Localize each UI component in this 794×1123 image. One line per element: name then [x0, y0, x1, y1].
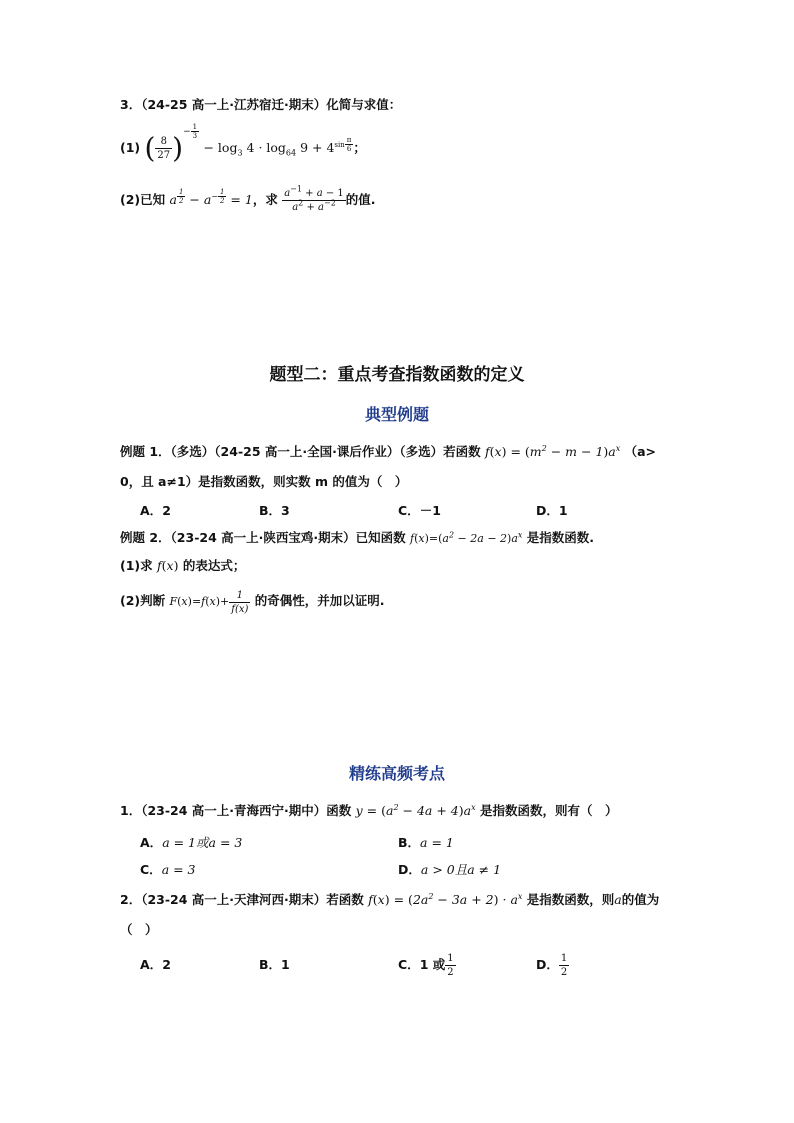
example1-head: 例题 1．（多选）（24-25 高一上·全国·课后作业）（多选）若函数 [120, 444, 481, 459]
example2-part1-tail: 的表达式； [182, 558, 246, 573]
practice2-head: 2．（23-24 高一上·天津河西·期末）若函数 [120, 892, 364, 907]
example2-part2 [120, 584, 385, 619]
example1-option-a[interactable]: A．2 [140, 503, 171, 518]
Fx-expression: F(x)=f(x)+ $\frac{1}{f(x)}$ [169, 589, 249, 615]
example1-option-d[interactable]: D．1 [536, 503, 568, 518]
example1-line1 [120, 443, 656, 461]
example1-function: $f(x) = (m^2 - m - 1)a^x$ [485, 443, 621, 459]
q3-heading-text: 3．（24-25 高一上·江苏宿迁·期末）化简与求值： [120, 97, 402, 112]
q3-part2 [120, 182, 376, 218]
q3-part2-mid: ，求 [252, 192, 278, 207]
q3-part1-tail: ； [353, 140, 366, 155]
practice1-option-c[interactable]: C．a = 3 [140, 862, 196, 877]
practice2-option-a[interactable]: A．2 [140, 957, 171, 972]
fraction-8-27: $\frac{8}{27}$ [157, 136, 171, 161]
example1-option-c[interactable]: C．－1 [398, 503, 441, 518]
q3-part2-tail: 的值. [345, 192, 376, 207]
exponent-neg-one-third: − 1 3 [183, 123, 198, 140]
example1-tail: （a> [624, 444, 657, 459]
practice2-line1 [120, 891, 659, 909]
practice2-mid: 是指数函数，则 [526, 892, 615, 907]
practice2-option-d[interactable]: D． $\frac{1}{2}$ [536, 953, 568, 978]
practice-title: 精练高频考点 [348, 764, 445, 783]
a-symbol: a [614, 892, 622, 907]
example2-part2-label: (2)判断 [120, 593, 166, 608]
practice1-option-a[interactable]: A．a = 1或a = 3 [140, 835, 243, 850]
example2-function: $f(x)=(a^2 - 2a - 2)a^x$ [410, 530, 523, 545]
examples-title: 典型例题 [364, 405, 429, 424]
example2-head: 例题 2．（23-24 高一上·陕西宝鸡·期末）已知函数 [120, 530, 406, 545]
practice1-function: $y = (a^2 - 4a + 4)a^x$ [355, 802, 476, 818]
q3-part1-label: (1) [120, 140, 141, 155]
practice1-tail: 是指数函数，则有（ ） [479, 803, 618, 818]
q3-heading [120, 96, 401, 114]
right-paren: ) [172, 131, 184, 165]
q3-part2-label: (2)已知 [120, 192, 166, 207]
target-fraction: $\frac{a^{-1} + a - 1}{a^2 + a^{-2}}$ [284, 184, 344, 213]
fraction-one-half: $\frac{1}{2}$ [560, 953, 568, 978]
example2-part2-tail: 的奇偶性，并加以证明. [254, 593, 385, 608]
practice2-function: $f(x) = (2a^2 - 3a + 2) \cdot a^x$ [368, 891, 523, 907]
fx-symbol: f(x) [156, 558, 179, 573]
practice2-line2: （ ） [120, 922, 158, 937]
practice1-option-d[interactable]: D．a > 0且a ≠ 1 [398, 862, 502, 877]
fraction-one-half: $\frac{1}{2}$ [447, 953, 454, 978]
practice1-option-b[interactable]: B．a = 1 [398, 835, 454, 850]
practice2-option-c[interactable]: C．1 或 $\frac{1}{2}$ [398, 953, 454, 978]
example2-part1-label: (1)求 [120, 558, 153, 573]
condition-expression: a $^{\frac{1}{2}}$ − $a^{- \frac{1}{2}}$ = 1 [169, 188, 253, 207]
q3-part1 [120, 123, 366, 170]
practice2-tail: 的值为 [621, 892, 660, 907]
example2-line1 [120, 529, 594, 548]
example1-option-b[interactable]: B．3 [259, 503, 290, 518]
example2-tail: 是指数函数. [526, 530, 595, 545]
log-expression: − $\log_3 4 \cdot \log_{64} 9 + 4^{sin \frac{\pi}{6}}$ [203, 136, 352, 158]
left-paren: ( [144, 131, 156, 165]
practice2-option-b[interactable]: B．1 [259, 957, 290, 972]
example2-part1 [120, 557, 245, 575]
practice1-line1 [120, 802, 618, 820]
example1-line2: 0，且 a≠1）是指数函数，则实数 m 的值为（ ） [120, 474, 408, 489]
section-title: 题型二：重点考查指数函数的定义 [269, 365, 525, 385]
practice1-head: 1．（23-24 高一上·青海西宁·期中）函数 [120, 803, 352, 818]
